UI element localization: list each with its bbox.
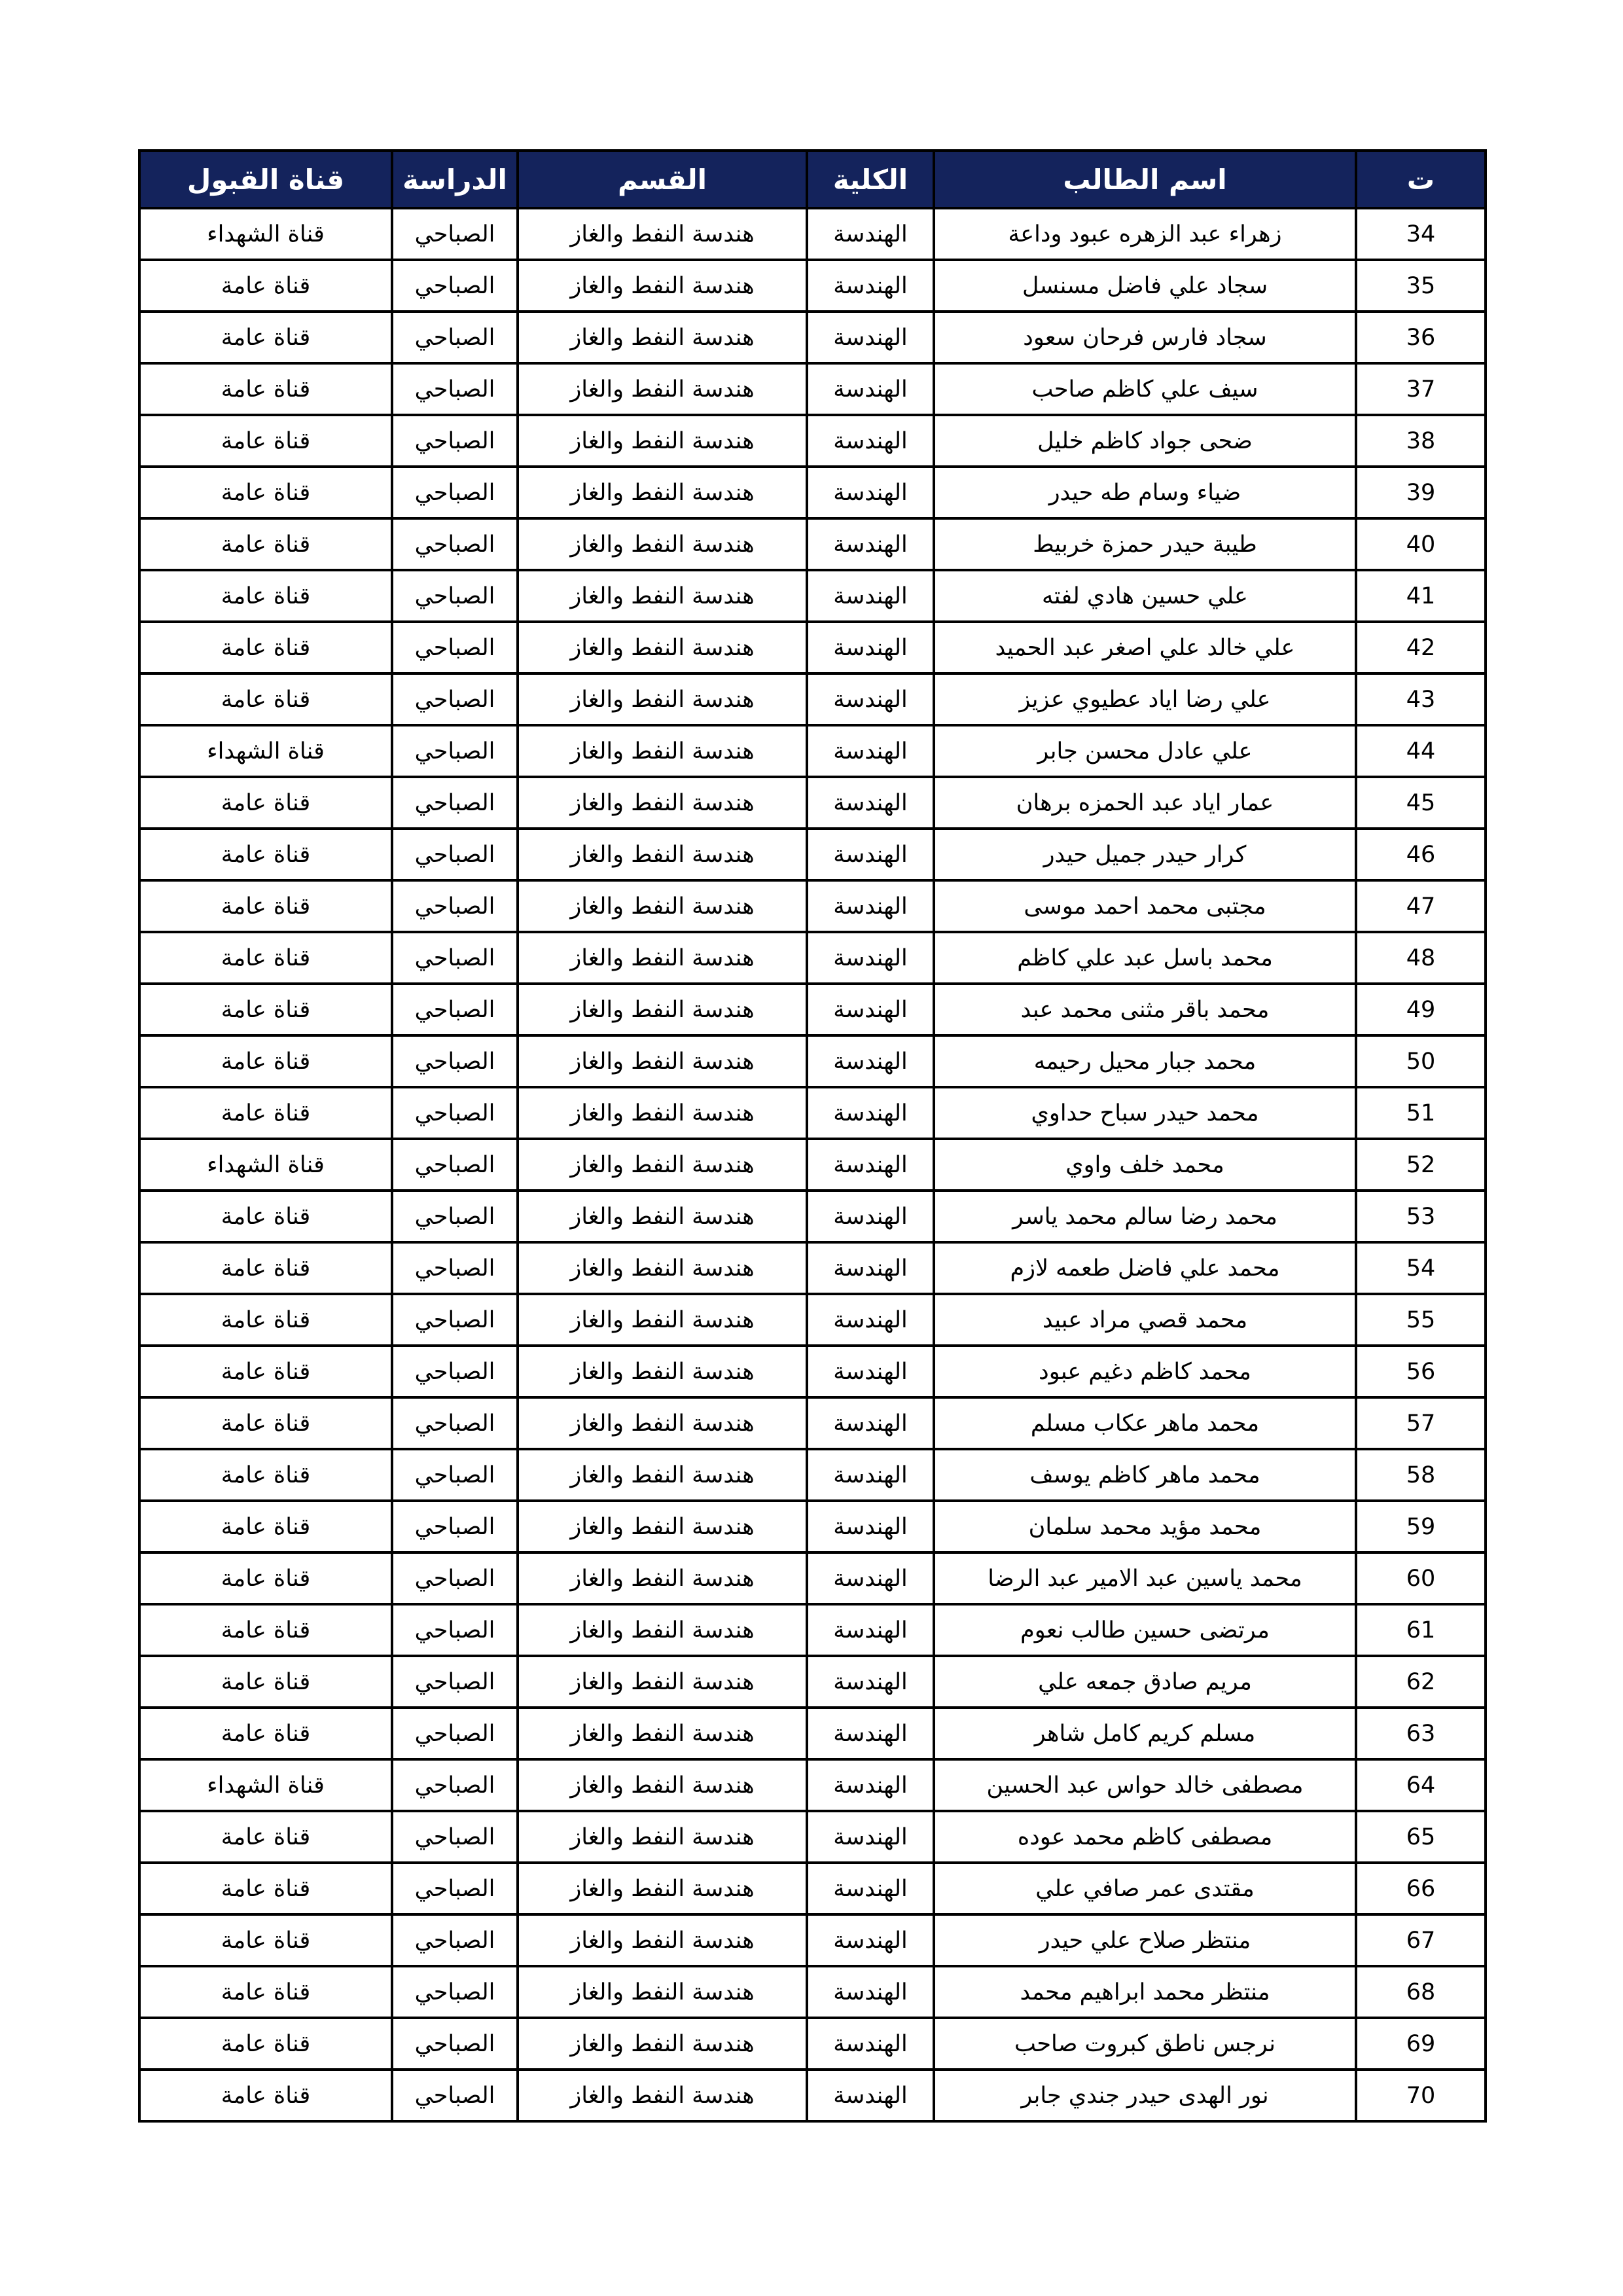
table-row [139, 1449, 1486, 1501]
cell-study: الصباحي [392, 570, 518, 622]
cell-dept: هندسة النفط والغاز [518, 725, 807, 777]
cell-college: الهندسة [807, 725, 934, 777]
cell-study: الصباحي [392, 622, 518, 673]
cell-no: 64 [1356, 1759, 1486, 1811]
cell-admission-channel: قناة عامة [139, 1035, 392, 1087]
cell-student-name: محمد حيدر سباح حداوي [934, 1087, 1356, 1139]
cell-college: الهندسة [807, 570, 934, 622]
cell-dept: هندسة النفط والغاز [518, 1914, 807, 1966]
table-row [139, 312, 1486, 363]
cell-college: الهندسة [807, 880, 934, 932]
cell-student-name: مسلم كريم كامل شاهر [934, 1708, 1356, 1759]
cell-dept: هندسة النفط والغاز [518, 1708, 807, 1759]
header-study: الدراسة [392, 151, 518, 208]
cell-college: الهندسة [807, 467, 934, 518]
cell-college: الهندسة [807, 1759, 934, 1811]
cell-dept: هندسة النفط والغاز [518, 260, 807, 312]
table-row [139, 1914, 1486, 1966]
cell-student-name: محمد رضا سالم محمد ياسر [934, 1191, 1356, 1242]
cell-student-name: محمد ماهر عكاب مسلم [934, 1397, 1356, 1449]
cell-no: 44 [1356, 725, 1486, 777]
cell-student-name: مجتبى محمد احمد موسى [934, 880, 1356, 932]
cell-student-name: علي رضا اياد عطيوي عزيز [934, 673, 1356, 725]
cell-college: الهندسة [807, 932, 934, 984]
cell-no: 67 [1356, 1914, 1486, 1966]
table-row [139, 570, 1486, 622]
cell-student-name: سجاد فارس فرحان سعود [934, 312, 1356, 363]
cell-college: الهندسة [807, 2018, 934, 2070]
cell-no: 51 [1356, 1087, 1486, 1139]
cell-no: 59 [1356, 1501, 1486, 1552]
cell-student-name: سيف علي كاظم صاحب [934, 363, 1356, 415]
cell-admission-channel: قناة عامة [139, 1397, 392, 1449]
cell-college: الهندسة [807, 1294, 934, 1346]
table-row [139, 932, 1486, 984]
cell-admission-channel: قناة عامة [139, 467, 392, 518]
cell-no: 38 [1356, 415, 1486, 467]
cell-admission-channel: قناة عامة [139, 518, 392, 570]
cell-no: 57 [1356, 1397, 1486, 1449]
cell-admission-channel: قناة عامة [139, 1191, 392, 1242]
cell-student-name: مقتدى عمر صافي علي [934, 1863, 1356, 1914]
admission-table [138, 149, 1487, 2123]
cell-student-name: منتظر صلاح علي حيدر [934, 1914, 1356, 1966]
cell-college: الهندسة [807, 1863, 934, 1914]
cell-college: الهندسة [807, 1708, 934, 1759]
cell-study: الصباحي [392, 312, 518, 363]
cell-college: الهندسة [807, 777, 934, 829]
cell-no: 35 [1356, 260, 1486, 312]
cell-student-name: محمد خلف واوي [934, 1139, 1356, 1191]
cell-college: الهندسة [807, 622, 934, 673]
cell-admission-channel: قناة عامة [139, 880, 392, 932]
cell-study: الصباحي [392, 984, 518, 1035]
cell-study: الصباحي [392, 1914, 518, 1966]
cell-dept: هندسة النفط والغاز [518, 829, 807, 880]
cell-admission-channel: قناة عامة [139, 260, 392, 312]
cell-admission-channel: قناة الشهداء [139, 208, 392, 260]
table-row [139, 1294, 1486, 1346]
cell-admission-channel: قناة عامة [139, 1346, 392, 1397]
cell-admission-channel: قناة عامة [139, 1087, 392, 1139]
cell-no: 42 [1356, 622, 1486, 673]
cell-dept: هندسة النفط والغاز [518, 1656, 807, 1708]
cell-study: الصباحي [392, 1501, 518, 1552]
cell-no: 46 [1356, 829, 1486, 880]
cell-no: 58 [1356, 1449, 1486, 1501]
cell-admission-channel: قناة عامة [139, 1863, 392, 1914]
cell-study: الصباحي [392, 1191, 518, 1242]
cell-no: 61 [1356, 1604, 1486, 1656]
table-row [139, 1191, 1486, 1242]
cell-student-name: علي خالد علي اصغر عبد الحميد [934, 622, 1356, 673]
table-row [139, 880, 1486, 932]
cell-student-name: محمد علي فاضل طعمه لازم [934, 1242, 1356, 1294]
cell-student-name: نرجس ناطق كبروت صاحب [934, 2018, 1356, 2070]
cell-study: الصباحي [392, 467, 518, 518]
cell-admission-channel: قناة عامة [139, 673, 392, 725]
cell-student-name: محمد باسل عبد علي كاظم [934, 932, 1356, 984]
table-row [139, 1346, 1486, 1397]
cell-no: 53 [1356, 1191, 1486, 1242]
cell-admission-channel: قناة عامة [139, 1811, 392, 1863]
cell-dept: هندسة النفط والغاز [518, 1191, 807, 1242]
cell-dept: هندسة النفط والغاز [518, 1139, 807, 1191]
table-row [139, 1966, 1486, 2018]
cell-dept: هندسة النفط والغاز [518, 1811, 807, 1863]
cell-student-name: محمد ماهر كاظم يوسف [934, 1449, 1356, 1501]
cell-dept: هندسة النفط والغاز [518, 1087, 807, 1139]
cell-admission-channel: قناة عامة [139, 415, 392, 467]
cell-college: الهندسة [807, 1346, 934, 1397]
cell-college: الهندسة [807, 363, 934, 415]
cell-study: الصباحي [392, 673, 518, 725]
cell-college: الهندسة [807, 2070, 934, 2121]
cell-student-name: علي حسين هادي لفته [934, 570, 1356, 622]
cell-admission-channel: قناة الشهداء [139, 1759, 392, 1811]
cell-dept: هندسة النفط والغاز [518, 1449, 807, 1501]
cell-admission-channel: قناة عامة [139, 777, 392, 829]
cell-college: الهندسة [807, 1552, 934, 1604]
cell-study: الصباحي [392, 1656, 518, 1708]
cell-study: الصباحي [392, 208, 518, 260]
cell-study: الصباحي [392, 725, 518, 777]
cell-college: الهندسة [807, 1656, 934, 1708]
cell-no: 45 [1356, 777, 1486, 829]
cell-college: الهندسة [807, 1242, 934, 1294]
table-row [139, 1139, 1486, 1191]
cell-college: الهندسة [807, 1139, 934, 1191]
cell-admission-channel: قناة عامة [139, 829, 392, 880]
cell-dept: هندسة النفط والغاز [518, 1759, 807, 1811]
cell-study: الصباحي [392, 932, 518, 984]
table-row [139, 1242, 1486, 1294]
cell-student-name: كرار حيدر جميل حيدر [934, 829, 1356, 880]
cell-no: 40 [1356, 518, 1486, 570]
cell-study: الصباحي [392, 777, 518, 829]
cell-no: 34 [1356, 208, 1486, 260]
table-row [139, 1552, 1486, 1604]
cell-college: الهندسة [807, 415, 934, 467]
cell-no: 47 [1356, 880, 1486, 932]
cell-dept: هندسة النفط والغاز [518, 1242, 807, 1294]
cell-college: الهندسة [807, 673, 934, 725]
table-row [139, 208, 1486, 260]
cell-student-name: محمد قصي مراد عبيد [934, 1294, 1356, 1346]
table-row [139, 1708, 1486, 1759]
cell-no: 70 [1356, 2070, 1486, 2121]
cell-dept: هندسة النفط والغاز [518, 777, 807, 829]
cell-study: الصباحي [392, 415, 518, 467]
cell-no: 41 [1356, 570, 1486, 622]
table-row [139, 1656, 1486, 1708]
cell-no: 55 [1356, 1294, 1486, 1346]
cell-study: الصباحي [392, 1139, 518, 1191]
table-row [139, 467, 1486, 518]
cell-admission-channel: قناة عامة [139, 1914, 392, 1966]
cell-student-name: محمد ياسين عبد الامير عبد الرضا [934, 1552, 1356, 1604]
cell-no: 66 [1356, 1863, 1486, 1914]
cell-student-name: منتظر محمد ابراهيم محمد [934, 1966, 1356, 2018]
cell-study: الصباحي [392, 880, 518, 932]
cell-dept: هندسة النفط والغاز [518, 622, 807, 673]
cell-student-name: محمد مؤيد محمد سلمان [934, 1501, 1356, 1552]
cell-no: 65 [1356, 1811, 1486, 1863]
cell-admission-channel: قناة عامة [139, 932, 392, 984]
cell-study: الصباحي [392, 1449, 518, 1501]
cell-dept: هندسة النفط والغاز [518, 1604, 807, 1656]
table-row [139, 2070, 1486, 2121]
cell-dept: هندسة النفط والغاز [518, 1294, 807, 1346]
cell-study: الصباحي [392, 2018, 518, 2070]
cell-college: الهندسة [807, 1501, 934, 1552]
cell-dept: هندسة النفط والغاز [518, 984, 807, 1035]
table-row [139, 984, 1486, 1035]
cell-college: الهندسة [807, 260, 934, 312]
cell-student-name: مصطفى كاظم محمد عوده [934, 1811, 1356, 1863]
cell-no: 63 [1356, 1708, 1486, 1759]
table-row [139, 1035, 1486, 1087]
cell-dept: هندسة النفط والغاز [518, 2018, 807, 2070]
cell-dept: هندسة النفط والغاز [518, 1035, 807, 1087]
cell-college: الهندسة [807, 1191, 934, 1242]
cell-study: الصباحي [392, 2070, 518, 2121]
cell-student-name: مرتضى حسين طالب نعوم [934, 1604, 1356, 1656]
cell-no: 49 [1356, 984, 1486, 1035]
cell-student-name: محمد جبار محيل رحيمه [934, 1035, 1356, 1087]
cell-study: الصباحي [392, 1087, 518, 1139]
cell-college: الهندسة [807, 1811, 934, 1863]
header-admission-channel: قناة القبول [139, 151, 392, 208]
table-row [139, 1811, 1486, 1863]
cell-admission-channel: قناة عامة [139, 1552, 392, 1604]
cell-no: 52 [1356, 1139, 1486, 1191]
cell-college: الهندسة [807, 1914, 934, 1966]
table-row [139, 1087, 1486, 1139]
cell-admission-channel: قناة الشهداء [139, 1139, 392, 1191]
cell-student-name: طيبة حيدر حمزة خربيط [934, 518, 1356, 570]
cell-admission-channel: قناة عامة [139, 1294, 392, 1346]
cell-no: 48 [1356, 932, 1486, 984]
table-row [139, 1397, 1486, 1449]
cell-no: 69 [1356, 2018, 1486, 2070]
cell-dept: هندسة النفط والغاز [518, 673, 807, 725]
cell-dept: هندسة النفط والغاز [518, 1863, 807, 1914]
cell-study: الصباحي [392, 363, 518, 415]
cell-college: الهندسة [807, 518, 934, 570]
table-row [139, 260, 1486, 312]
cell-college: الهندسة [807, 1035, 934, 1087]
cell-admission-channel: قناة عامة [139, 1242, 392, 1294]
cell-study: الصباحي [392, 829, 518, 880]
cell-student-name: مصطفى خالد حواس عبد الحسين [934, 1759, 1356, 1811]
cell-study: الصباحي [392, 1346, 518, 1397]
cell-dept: هندسة النفط والغاز [518, 363, 807, 415]
cell-dept: هندسة النفط والغاز [518, 1397, 807, 1449]
table-row [139, 415, 1486, 467]
cell-dept: هندسة النفط والغاز [518, 415, 807, 467]
cell-dept: هندسة النفط والغاز [518, 1501, 807, 1552]
table-row [139, 622, 1486, 673]
cell-college: الهندسة [807, 312, 934, 363]
cell-dept: هندسة النفط والغاز [518, 467, 807, 518]
cell-college: الهندسة [807, 1604, 934, 1656]
cell-college: الهندسة [807, 1966, 934, 2018]
cell-dept: هندسة النفط والغاز [518, 1552, 807, 1604]
cell-study: الصباحي [392, 260, 518, 312]
cell-admission-channel: قناة الشهداء [139, 725, 392, 777]
table-row [139, 829, 1486, 880]
cell-dept: هندسة النفط والغاز [518, 1346, 807, 1397]
cell-dept: هندسة النفط والغاز [518, 932, 807, 984]
cell-dept: هندسة النفط والغاز [518, 1966, 807, 2018]
cell-college: الهندسة [807, 829, 934, 880]
cell-student-name: ضياء وسام طه حيدر [934, 467, 1356, 518]
cell-student-name: محمد باقر مثنى محمد عبد [934, 984, 1356, 1035]
cell-student-name: محمد كاظم دغيم عبود [934, 1346, 1356, 1397]
cell-no: 60 [1356, 1552, 1486, 1604]
cell-no: 37 [1356, 363, 1486, 415]
header-college: الكلية [807, 151, 934, 208]
cell-dept: هندسة النفط والغاز [518, 312, 807, 363]
table-row [139, 777, 1486, 829]
cell-college: الهندسة [807, 208, 934, 260]
table-row [139, 1863, 1486, 1914]
table-row [139, 2018, 1486, 2070]
cell-admission-channel: قناة عامة [139, 363, 392, 415]
cell-student-name: سجاد علي فاضل مسنسل [934, 260, 1356, 312]
cell-student-name: علي عادل محسن جابر [934, 725, 1356, 777]
table-row [139, 1759, 1486, 1811]
header-student-name: اسم الطالب [934, 151, 1356, 208]
cell-study: الصباحي [392, 1552, 518, 1604]
cell-admission-channel: قناة عامة [139, 984, 392, 1035]
cell-dept: هندسة النفط والغاز [518, 570, 807, 622]
cell-study: الصباحي [392, 1397, 518, 1449]
cell-study: الصباحي [392, 1966, 518, 2018]
cell-admission-channel: قناة عامة [139, 1656, 392, 1708]
table-row [139, 363, 1486, 415]
cell-no: 62 [1356, 1656, 1486, 1708]
cell-admission-channel: قناة عامة [139, 2018, 392, 2070]
cell-no: 56 [1356, 1346, 1486, 1397]
cell-dept: هندسة النفط والغاز [518, 518, 807, 570]
cell-no: 50 [1356, 1035, 1486, 1087]
cell-no: 68 [1356, 1966, 1486, 2018]
cell-no: 54 [1356, 1242, 1486, 1294]
cell-admission-channel: قناة عامة [139, 570, 392, 622]
cell-student-name: زهراء عبد الزهره عبود وداعة [934, 208, 1356, 260]
cell-no: 43 [1356, 673, 1486, 725]
cell-study: الصباحي [392, 1294, 518, 1346]
table-row [139, 1501, 1486, 1552]
cell-study: الصباحي [392, 1242, 518, 1294]
table-row [139, 518, 1486, 570]
cell-college: الهندسة [807, 1397, 934, 1449]
cell-admission-channel: قناة عامة [139, 1966, 392, 2018]
table-header-row [139, 151, 1486, 208]
table-row [139, 1604, 1486, 1656]
cell-college: الهندسة [807, 1087, 934, 1139]
cell-student-name: نور الهدى حيدر جندي جابر [934, 2070, 1356, 2121]
cell-no: 39 [1356, 467, 1486, 518]
cell-admission-channel: قناة عامة [139, 1501, 392, 1552]
table-row [139, 673, 1486, 725]
header-dept: القسم [518, 151, 807, 208]
cell-dept: هندسة النفط والغاز [518, 208, 807, 260]
cell-college: الهندسة [807, 984, 934, 1035]
cell-study: الصباحي [392, 1035, 518, 1087]
cell-dept: هندسة النفط والغاز [518, 880, 807, 932]
cell-admission-channel: قناة عامة [139, 312, 392, 363]
cell-admission-channel: قناة عامة [139, 622, 392, 673]
cell-no: 36 [1356, 312, 1486, 363]
cell-admission-channel: قناة عامة [139, 2070, 392, 2121]
cell-study: الصباحي [392, 1863, 518, 1914]
header-no: ت [1356, 151, 1486, 208]
cell-student-name: مريم صادق جمعه علي [934, 1656, 1356, 1708]
cell-study: الصباحي [392, 1759, 518, 1811]
cell-admission-channel: قناة عامة [139, 1708, 392, 1759]
cell-study: الصباحي [392, 1604, 518, 1656]
cell-student-name: عمار اياد عبد الحمزه برهان [934, 777, 1356, 829]
cell-admission-channel: قناة عامة [139, 1604, 392, 1656]
cell-study: الصباحي [392, 1811, 518, 1863]
cell-study: الصباحي [392, 518, 518, 570]
cell-admission-channel: قناة عامة [139, 1449, 392, 1501]
cell-study: الصباحي [392, 1708, 518, 1759]
table-row [139, 725, 1486, 777]
cell-dept: هندسة النفط والغاز [518, 2070, 807, 2121]
cell-student-name: ضحى جواد كاظم خليل [934, 415, 1356, 467]
cell-college: الهندسة [807, 1449, 934, 1501]
